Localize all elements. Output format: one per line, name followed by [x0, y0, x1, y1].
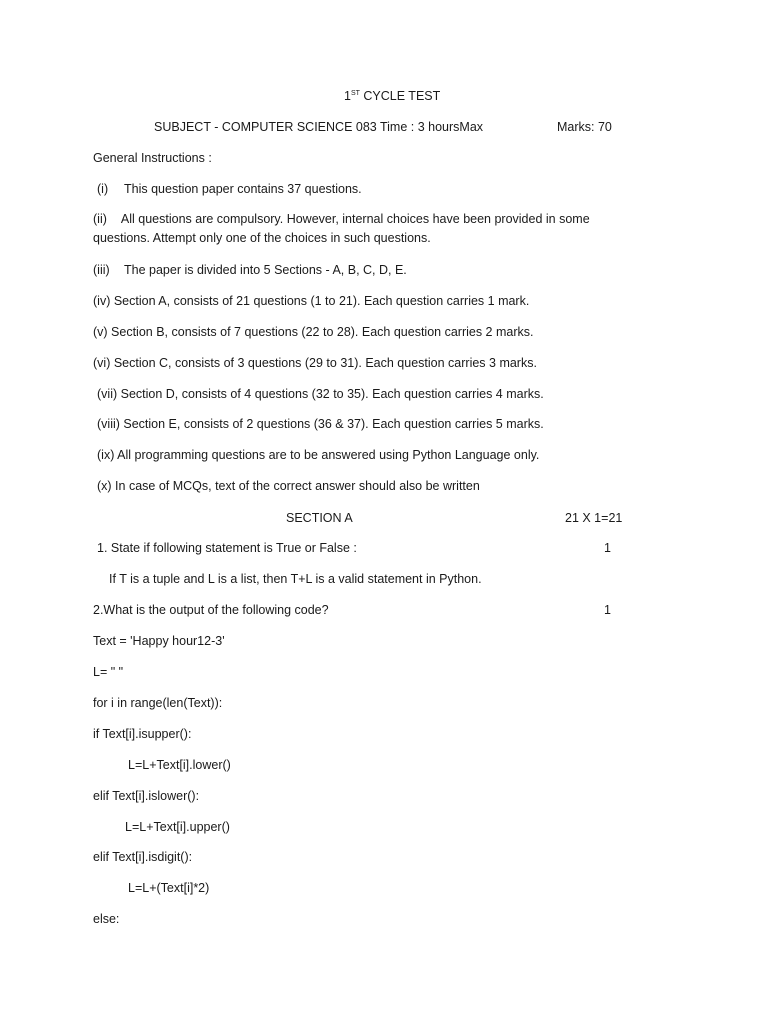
section-a-marks: 21 X 1=21	[565, 511, 623, 525]
instruction-item: (ix) All programming questions are to be answered using Python Language only.	[97, 448, 540, 462]
code-line: L= " "	[93, 665, 124, 679]
question-2: 2.What is the output of the following code?	[93, 603, 329, 617]
code-line: elif Text[i].islower():	[93, 789, 200, 803]
title-superscript: ST	[350, 90, 360, 97]
question-2-marks: 1	[604, 603, 611, 617]
instruction-item: (iii)	[93, 263, 110, 277]
code-line: if Text[i].isupper():	[93, 727, 192, 741]
code-line: L=L+Text[i].upper()	[125, 820, 230, 834]
instruction-item: (vii) Section D, consists of 4 questions (32 to 35). Each question carries 4 marks.	[97, 387, 544, 401]
instruction-text: This question paper contains 37 questions.	[124, 182, 362, 196]
subject-line: SUBJECT - COMPUTER SCIENCE 083 Time : 3 hoursMax	[154, 120, 484, 134]
code-line: L=L+(Text[i]*2)	[128, 881, 210, 895]
page-title: 1ST CYCLE TEST	[344, 89, 441, 103]
code-line: elif Text[i].isdigit():	[93, 850, 193, 864]
section-a-title: SECTION A	[286, 511, 353, 525]
code-line: for i in range(len(Text)):	[93, 696, 223, 710]
instruction-item: (x) In case of MCQs, text of the correct answer should also be written	[97, 479, 480, 493]
instructions-heading: General Instructions :	[93, 151, 212, 165]
instruction-item: (i)	[97, 182, 109, 196]
question-1: 1. State if following statement is True or False :	[97, 541, 357, 555]
instruction-item: (iv) Section A, consists of 21 questions (1 to 21). Each question carries 1 mark.	[93, 294, 530, 308]
max-marks: Marks: 70	[557, 120, 612, 134]
instruction-item: (viii) Section E, consists of 2 questions (36 & 37). Each question carries 5 marks.	[97, 417, 544, 431]
instruction-item: (v) Section B, consists of 7 questions (22 to 28). Each question carries 2 marks.	[93, 325, 534, 339]
code-line: L=L+Text[i].lower()	[128, 758, 231, 772]
question-1-marks: 1	[604, 541, 611, 555]
instruction-text: The paper is divided into 5 Sections - A, B, C, D, E.	[124, 263, 407, 277]
instruction-item: (vi) Section C, consists of 3 questions (29 to 31). Each question carries 3 marks.	[93, 356, 537, 370]
code-line: else:	[93, 912, 120, 926]
code-line: Text = 'Happy hour12-3'	[93, 634, 225, 648]
question-1-statement: If T is a tuple and L is a list, then T+L is a valid statement in Python.	[109, 572, 482, 586]
instruction-item: (ii) All questions are compulsory. However, internal choices have been provided in some questions. Attempt only one of the choices in such questions.	[93, 212, 590, 245]
